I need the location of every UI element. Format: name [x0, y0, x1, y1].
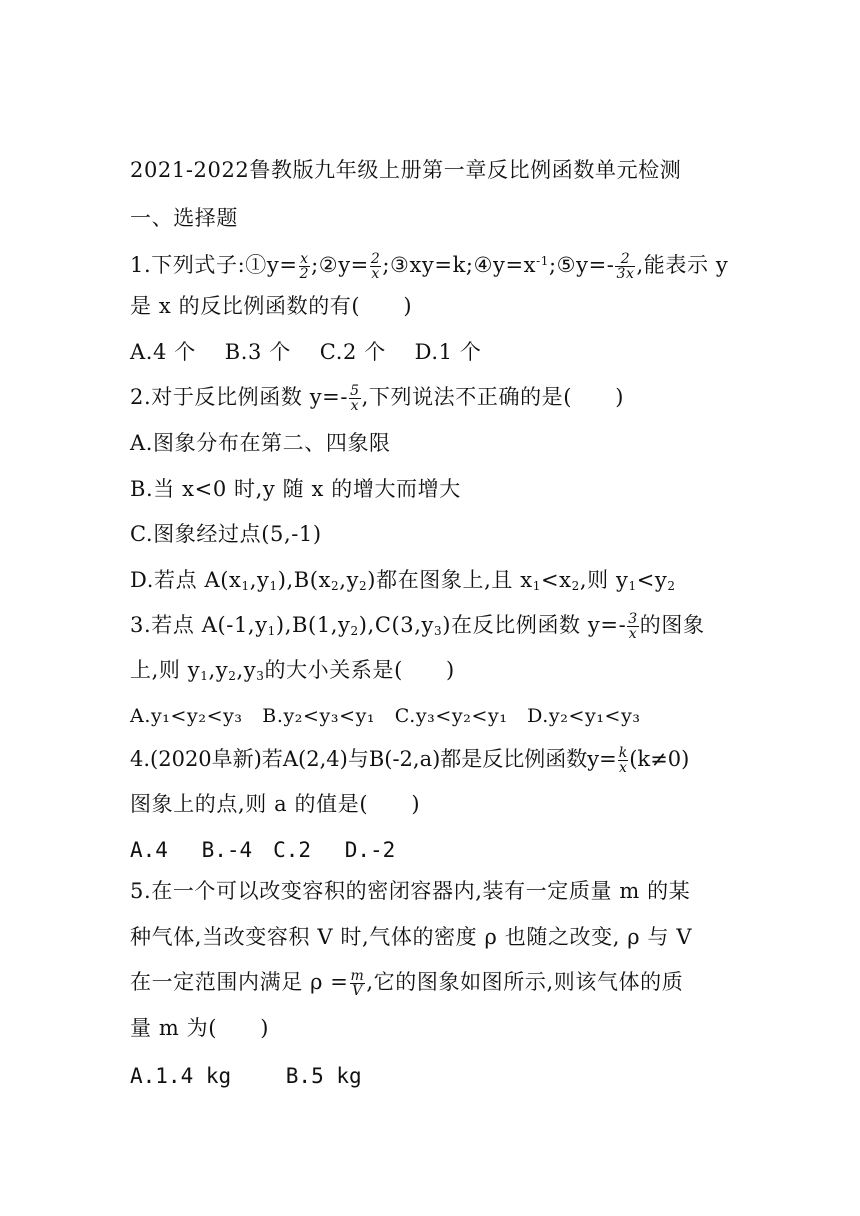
question-2-option-c: C.图象经过点(5,-1)	[130, 522, 322, 546]
question-1-options: A.4 个 B.3 个 C.2 个 D.1 个	[130, 340, 482, 364]
question-3-line-2: 上,则 $y_1,y_2,y_3$的大小关系是( )	[130, 658, 455, 683]
question-4-options: A.4 B.-4 C.2 D.-2	[130, 838, 396, 862]
question-2-option-a: A.图象分布在第二、四象限	[130, 431, 391, 455]
document-title: 2021-2022鲁教版九年级上册第一章反比例函数单元检测	[130, 158, 682, 182]
question-2-option-d: D.若点 $A(x_1,y_1),B(x_2,y_2)$都在图象上,且 $x_1<x_2$,则 $y_1<y_2$	[130, 568, 676, 593]
fraction-m-over-v: $\frac{m}{V}$	[350, 968, 365, 999]
question-5-line-2: 种气体,当改变容积 V 时,气体的密度 ρ 也随之改变, ρ 与 V	[130, 925, 693, 949]
fraction-5-over-x: $\frac{5}{x}$	[350, 383, 360, 414]
fraction-3-over-x: $\frac{3}{x}$	[628, 611, 638, 642]
question-4-line-1: 4.(2020阜新)若A(2,4)与B(-2,a)都是反比例函数y= $\frac{k}{x}$ (k≠0)	[130, 745, 690, 776]
question-1-line-2: 是 x 的反比例函数的有( )	[130, 294, 413, 318]
question-3-options: A.y₁<y₂<y₃ B.y₂<y₃<y₁ C.y₃<y₂<y₁ D.y₂<y₁<y₃	[130, 705, 641, 727]
question-2-stem: 2.对于反比例函数 y=- $\frac{5}{x}$ ,下列说法不正确的是( )	[130, 383, 625, 414]
fraction-x-over-2: $\frac{x}{2}$	[299, 251, 310, 282]
question-4-line-2: 图象上的点,则 a 的值是( )	[130, 792, 421, 816]
question-5-options: A.1.4 kg B.5 kg	[130, 1064, 362, 1088]
question-3-line-1: 3.若点 $A(-1,y_1),B(1,y_2),C(3,y_3)$在反比例函数 y=- $\frac{3}{x}$ 的图象	[130, 611, 705, 642]
question-1-line-1: 1.下列式子:①y= $\frac{x}{2}$ ;②y= $\frac{2}{x}$ $;③xy=k;④y=x^{-1};⑤y=-$ $\frac{2}{3x}$ ,能表示 y	[130, 251, 729, 282]
fraction-2-over-x: $\frac{2}{x}$	[370, 251, 381, 282]
exponent: -1	[536, 254, 549, 268]
section-heading: 一、选择题	[130, 206, 238, 230]
question-5-line-1: 5.在一个可以改变容积的密闭容器内,装有一定质量 m 的某	[130, 879, 691, 903]
q1-text-pre: 1.下列式子:①y=	[130, 253, 298, 277]
question-5-line-4: 量 m 为( )	[130, 1016, 270, 1040]
fraction-2-over-3x: $\frac{2}{3x}$	[616, 251, 635, 282]
question-2-option-b: B.当 x<0 时,y 随 x 的增大而增大	[130, 477, 461, 501]
question-5-line-3: 在一定范围内满足 ρ = $\frac{m}{V}$ ,它的图象如图所示,则该气体的质	[130, 968, 684, 999]
fraction-k-over-x: $\frac{k}{x}$	[618, 745, 628, 776]
